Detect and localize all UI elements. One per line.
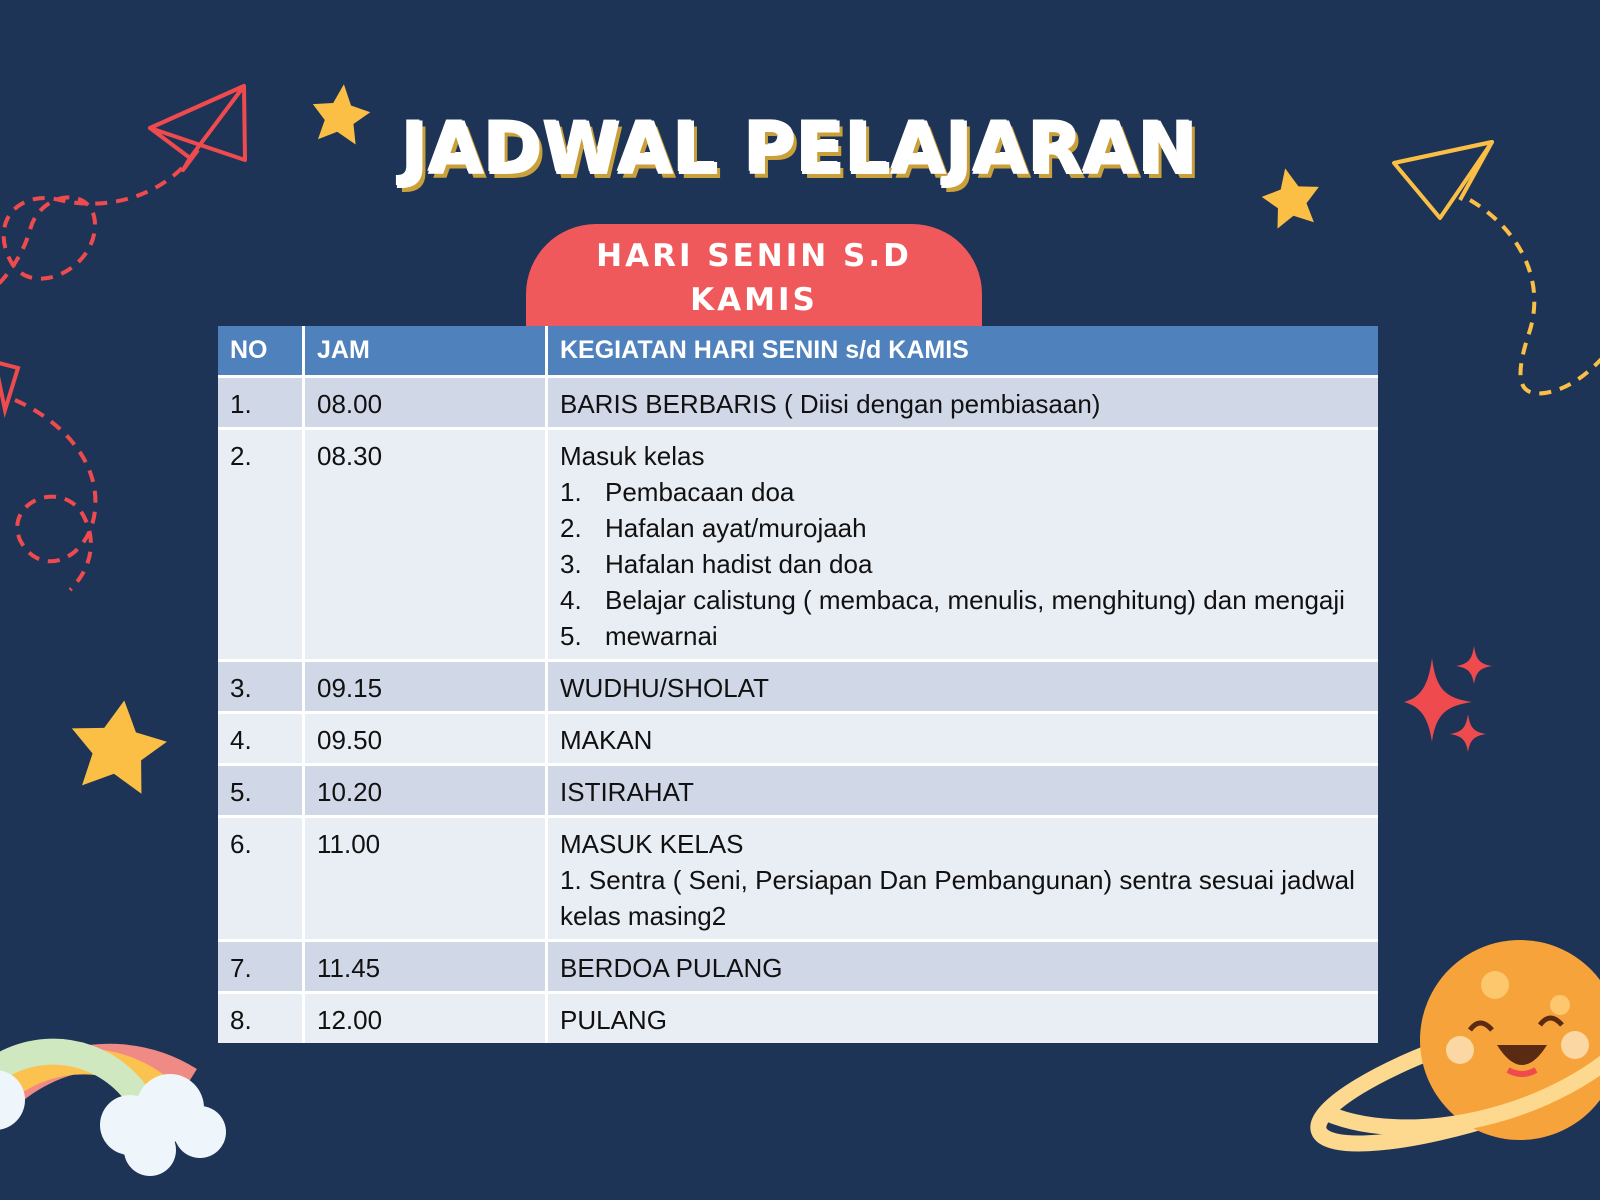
row-kegiatan: WUDHU/SHOLAT — [547, 661, 1379, 713]
sparkle-icon — [1404, 658, 1472, 742]
table-row — [218, 765, 1378, 817]
row-kegiatan: BERDOA PULANG — [547, 941, 1379, 993]
list-text: Hafalan ayat/murojaah — [605, 513, 867, 543]
row-jam: 09.15 — [304, 661, 547, 713]
list-item — [560, 546, 1366, 582]
row-no: 7. — [218, 941, 304, 993]
list-item — [560, 582, 1366, 618]
list-item — [560, 618, 1366, 654]
list-number: 1. — [560, 477, 582, 507]
row-jam: 11.00 — [304, 817, 547, 941]
table-row — [218, 377, 1378, 429]
row-jam: 08.30 — [304, 429, 547, 661]
row-kegiatan: MAKAN — [547, 713, 1379, 765]
row-kegiatan: PULANG — [547, 993, 1379, 1044]
star-icon — [64, 694, 172, 796]
activity-heading: Masuk kelas — [560, 441, 705, 471]
row-no: 5. — [218, 765, 304, 817]
row-no: 8. — [218, 993, 304, 1044]
day-range-line1: HARI SENIN S.D — [596, 238, 912, 274]
table-row — [218, 713, 1378, 765]
list-text: Belajar calistung ( membaca, menulis, menghitung) dan mengaji — [605, 585, 1345, 615]
row-kegiatan: ISTIRAHAT — [547, 765, 1379, 817]
list-number: 3. — [560, 549, 582, 579]
row-kegiatan — [547, 817, 1379, 941]
header-jam: JAM — [304, 326, 547, 377]
flight-path — [15, 400, 95, 590]
row-jam: 10.20 — [304, 765, 547, 817]
row-jam: 12.00 — [304, 993, 547, 1044]
row-no: 6. — [218, 817, 304, 941]
paper-plane-icon — [0, 362, 18, 410]
row-jam: 09.50 — [304, 713, 547, 765]
list-item — [560, 510, 1366, 546]
day-range-tab — [526, 224, 982, 334]
page-title — [0, 108, 1600, 190]
header-no: NO — [218, 326, 304, 377]
list-number: 5. — [560, 621, 582, 651]
list-number: 2. — [560, 513, 582, 543]
activity-heading: MASUK KELAS — [560, 829, 744, 859]
list-item — [560, 474, 1366, 510]
row-no: 2. — [218, 429, 304, 661]
table-row — [218, 661, 1378, 713]
schedule-table — [218, 326, 1378, 1043]
list-text: Hafalan hadist dan doa — [605, 549, 873, 579]
table-row — [218, 429, 1378, 661]
row-no: 1. — [218, 377, 304, 429]
title-text: JADWAL PELAJARAN — [401, 108, 1199, 190]
row-no: 3. — [218, 661, 304, 713]
flight-path — [1470, 200, 1600, 393]
list-number: 4. — [560, 585, 582, 615]
list-text: Pembacaan doa — [605, 477, 795, 507]
header-kegiatan: KEGIATAN HARI SENIN s/d KAMIS — [547, 326, 1379, 377]
row-jam: 08.00 — [304, 377, 547, 429]
table-header-row — [218, 326, 1378, 377]
table-row — [218, 941, 1378, 993]
table-row — [218, 817, 1378, 941]
row-jam: 11.45 — [304, 941, 547, 993]
list-text: mewarnai — [605, 621, 718, 651]
row-kegiatan — [547, 429, 1379, 661]
day-range-line2: KAMIS — [690, 282, 818, 318]
activity-list — [560, 474, 1366, 654]
sparkle-icon — [1450, 714, 1486, 752]
sparkle-icon — [1456, 646, 1492, 684]
row-kegiatan: BARIS BERBARIS ( Diisi dengan pembiasaan) — [547, 377, 1379, 429]
row-no: 4. — [218, 713, 304, 765]
table-row — [218, 993, 1378, 1044]
activity-detail: 1. Sentra ( Seni, Persiapan Dan Pembangunan) sentra sesuai jadwal kelas masing2 — [560, 865, 1355, 931]
